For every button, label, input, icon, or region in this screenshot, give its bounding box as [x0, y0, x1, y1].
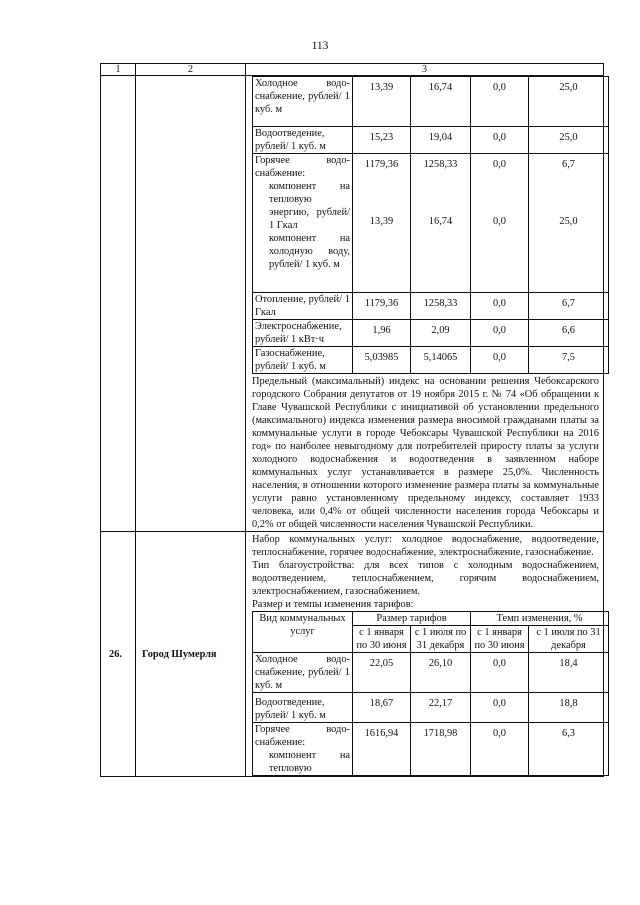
tariff-subtable-1	[252, 76, 609, 374]
tariff-h1: 22,05	[353, 653, 411, 693]
table-row	[253, 293, 609, 320]
table-row	[253, 347, 609, 374]
hot-water-label: Горячее водо-снабжение:	[255, 724, 350, 748]
rate-h2: 18,8	[529, 693, 609, 723]
rate-h2	[529, 154, 609, 293]
rate-h1: 0,0	[471, 320, 529, 347]
rate-h1: 0,0	[471, 347, 529, 374]
rate-h1: 0,0	[471, 723, 529, 776]
table-row	[253, 653, 609, 693]
page-number: 113	[311, 40, 329, 52]
period-h1-header: с 1 января по 30 июня	[471, 626, 529, 653]
hot-water-label: Горячее водо-снабжение:	[255, 155, 350, 179]
service-label: Отопление, рублей/ 1 Гкал	[253, 293, 353, 320]
tariff-h1: 5,03985	[353, 347, 411, 374]
tariff-h1: 18,67	[353, 693, 411, 723]
table-row	[253, 154, 609, 293]
component-label: компонент на холодную воду, рублей/ 1 куб. м	[269, 233, 350, 270]
header-col-2: 2	[136, 64, 246, 76]
municipality-name: Город Шумерля	[136, 532, 246, 777]
table-row	[253, 320, 609, 347]
rate-h2: 7,5	[529, 347, 609, 374]
service-label: Холодное водо-снабжение, рублей/ 1 куб. м	[253, 653, 353, 693]
tariff-table	[100, 63, 604, 777]
tariff-h1: 1179,36	[353, 293, 411, 320]
tariff-size-header: Размер тарифов	[353, 612, 471, 626]
rate-h1: 0,0	[471, 293, 529, 320]
continued-name-cell	[136, 76, 246, 532]
value: 6,7	[562, 159, 575, 170]
row-26-content	[246, 532, 604, 777]
rate-h2: 18,4	[529, 653, 609, 693]
continued-number-cell	[101, 76, 136, 532]
row-number: 26.	[101, 532, 136, 777]
value: 1179,36	[364, 159, 399, 170]
row-26	[101, 532, 604, 777]
continued-content-cell	[246, 76, 604, 532]
tariff-h2: 5,14065	[411, 347, 471, 374]
tariffs-caption: Размер и темпы изменения тарифов:	[252, 599, 414, 610]
rate-h1: 0,0	[471, 127, 529, 154]
rate-h1	[471, 154, 529, 293]
service-label: Холодное водо-снабжение, рублей/ 1 куб. м	[253, 77, 353, 127]
value: 16,74	[428, 216, 453, 227]
tariff-subtable-2	[252, 611, 609, 776]
tariff-h1: 1,96	[353, 320, 411, 347]
header-col-3: 3	[246, 64, 604, 76]
value: 13,39	[369, 216, 394, 227]
table-header-row	[253, 612, 609, 626]
period-h1-header: с 1 января по 30 июня	[353, 626, 411, 653]
rate-h2: 6,7	[529, 293, 609, 320]
continued-row	[101, 76, 604, 532]
tariff-h2: 16,74	[411, 77, 471, 127]
value: 0,0	[493, 216, 506, 227]
tariff-h1: 15,23	[353, 127, 411, 154]
period-h2-header: с 1 июля по 31 декабря	[529, 626, 609, 653]
rate-h1: 0,0	[471, 693, 529, 723]
service-label: Водоотведение, рублей/ 1 куб. м	[253, 127, 353, 154]
value: 1258,33	[423, 159, 458, 170]
component-label: компонент на тепловую	[269, 750, 350, 774]
tariff-h2: 2,09	[411, 320, 471, 347]
amenities-paragraph: Тип благоустройства: для всех типов с холодным водоснабжением, водоотведением, теплоснабжением, горячим водоснабжением, электроснабжением, газоснабжением.	[252, 560, 599, 597]
table-row	[253, 723, 609, 776]
table-row	[253, 693, 609, 723]
rate-h1: 0,0	[471, 653, 529, 693]
header-row	[101, 64, 604, 76]
rate-change-header: Темп изменения, %	[471, 612, 609, 626]
tariff-h2: 19,04	[411, 127, 471, 154]
table-row	[253, 127, 609, 154]
service-label: Газоснабжение, рублей/ 1 куб. м	[253, 347, 353, 374]
rate-h2: 6,6	[529, 320, 609, 347]
header-col-1: 1	[101, 64, 136, 76]
rate-h1: 0,0	[471, 77, 529, 127]
index-paragraph: Предельный (максимальный) индекс на основании решения Чебоксарского городского Собрания депутатов от 19 ноября 2015 г. № 74 «Об обращении к Главе Чувашской Республики с инициативой об установлении предельного (максимального) индекса изменения размера вносимой гражданами платы за коммунальные услуги в городе Чебоксары Чувашской Республики на 2016 год» по наиболее невыгодному для потребителей приросту платы за услуги холодного водоснабжения и водоотведения в заявленном наборе коммунальных услуг устанавливается в размере 25,0%. Численность населения, в отношении которого изменение размера платы за коммунальные услуги равно установленному предельному индексу, составляет 1933 человека, или 0,4% от общей численности населения города Чебоксары и 0,2% от общей численности населения Чувашской Республики.	[252, 376, 599, 530]
service-label	[253, 723, 353, 776]
tariff-h2: 1718,98	[411, 723, 471, 776]
period-h2-header: с 1 июля по 31 декабря	[411, 626, 471, 653]
tariff-h2	[411, 154, 471, 293]
tariff-h1	[353, 154, 411, 293]
table-row	[253, 77, 609, 127]
component-label: компонент на тепловую энергию, рублей/ 1 Гкал	[269, 181, 350, 231]
rate-h2: 25,0	[529, 77, 609, 127]
service-type-header: Вид коммунальных услуг	[253, 612, 353, 653]
service-label: Водоотведение, рублей/ 1 куб. м	[253, 693, 353, 723]
services-paragraph: Набор коммунальных услуг: холодное водоснабжение, водоотведение, теплоснабжение, горячее водоснабжение, электроснабжение, газоснабжение.	[252, 534, 599, 558]
tariff-h2: 1258,33	[411, 293, 471, 320]
service-label	[253, 154, 353, 293]
tariff-h1: 13,39	[353, 77, 411, 127]
tariff-h2: 26,10	[411, 653, 471, 693]
rate-h2: 6,3	[529, 723, 609, 776]
tariff-h1: 1616,94	[353, 723, 411, 776]
tariff-h2: 22,17	[411, 693, 471, 723]
value: 25,0	[559, 216, 578, 227]
rate-h2: 25,0	[529, 127, 609, 154]
service-label: Электроснабжение, рублей/ 1 кВт·ч	[253, 320, 353, 347]
value: 0,0	[493, 159, 506, 170]
